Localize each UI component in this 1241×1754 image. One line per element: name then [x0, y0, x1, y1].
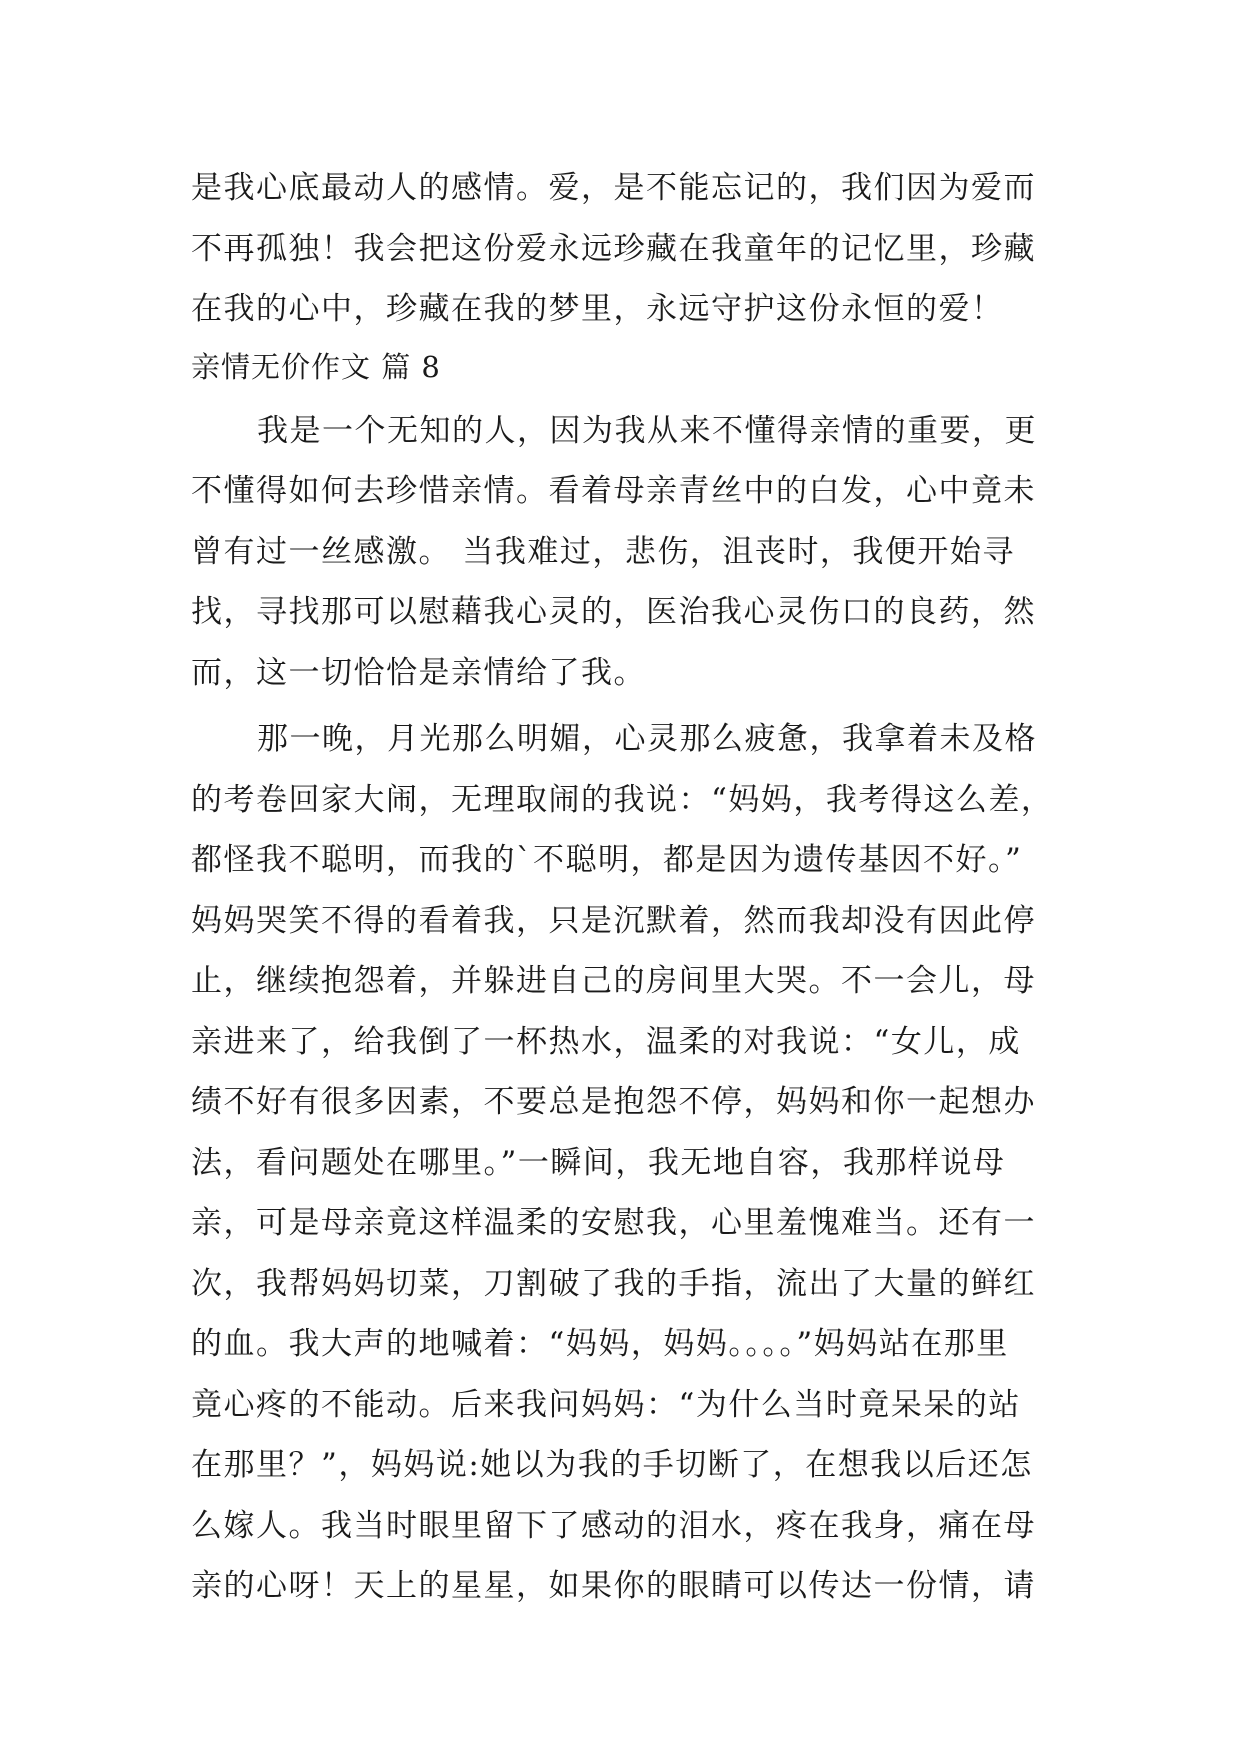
- text-line: 亲进来了，给我倒了一杯热水，温柔的对我说：“女儿，成: [191, 1023, 1021, 1060]
- text-line: 在我的心中，珍藏在我的梦里，永远守护这份永恒的爱！: [191, 291, 1004, 327]
- intro-paragraph: [191, 158, 1061, 340]
- text-line: 的考卷回家大闹，无理取闹的我说：“妈妈，我考得这么差，: [191, 781, 1054, 818]
- paragraph-1: [191, 401, 1061, 704]
- text-line: 而，这一切恰恰是亲情给了我。: [191, 654, 646, 691]
- section-heading: 亲情无价作文 篇 8: [191, 349, 441, 384]
- text-line: 妈妈哭笑不得的看着我，只是沉默着，然而我却没有因此停: [191, 902, 1036, 939]
- text-line: 找，寻找那可以慰藉我心灵的，医治我心灵伤口的良药，然: [191, 594, 1036, 630]
- text-line: 亲的心呀！天上的星星，如果你的眼睛可以传达一份情，请: [191, 1568, 1036, 1604]
- text-line: 么嫁人。我当时眼里留下了感动的泪水，疼在我身，痛在母: [191, 1507, 1036, 1544]
- article-body: [191, 158, 1061, 1617]
- text-line: 亲，可是母亲竟这样温柔的安慰我，心里羞愧难当。还有一: [191, 1205, 1036, 1241]
- text-line: 我是一个无知的人，因为我从来不懂得亲情的重要，更: [257, 412, 1037, 449]
- text-line: 是我心底最动人的感情。爱，是不能忘记的，我们因为爱而: [191, 170, 1036, 206]
- text-line: 曾有过一丝感激。 当我难过，悲伤，沮丧时，我便开始寻: [191, 533, 1015, 570]
- text-line: 都怪我不聪明，而我的`不聪明，都是因为遗传基因不好。”: [191, 842, 1023, 878]
- text-line: 那一晚，月光那么明媚，心灵那么疲惫，我拿着未及格: [257, 721, 1037, 757]
- text-line: 在那里？”，妈妈说:她以为我的手切断了，在想我以后还怎: [191, 1447, 1033, 1483]
- text-line: 法，看问题处在哪里。”一瞬间，我无地自容，我那样说母: [191, 1144, 1006, 1181]
- text-line: 不懂得如何去珍惜亲情。看着母亲青丝中的白发，心中竟未: [191, 473, 1036, 509]
- text-line: 绩不好有很多因素，不要总是抱怨不停，妈妈和你一起想办: [191, 1084, 1036, 1120]
- text-line: 的血。我大声的地喊着：“妈妈，妈妈。。。。”妈妈站在那里: [191, 1326, 1009, 1362]
- text-line: 不再孤独！我会把这份爱永远珍藏在我童年的记忆里，珍藏: [191, 230, 1036, 267]
- text-line: 竟心疼的不能动。后来我问妈妈：“为什么当时竟呆呆的站: [191, 1386, 1021, 1423]
- paragraph-2: [191, 709, 1061, 1617]
- text-line: 止，继续抱怨着，并躲进自己的房间里大哭。不一会儿，母: [191, 963, 1036, 999]
- text-line: 次，我帮妈妈切菜，刀割破了我的手指，流出了大量的鲜红: [191, 1265, 1036, 1302]
